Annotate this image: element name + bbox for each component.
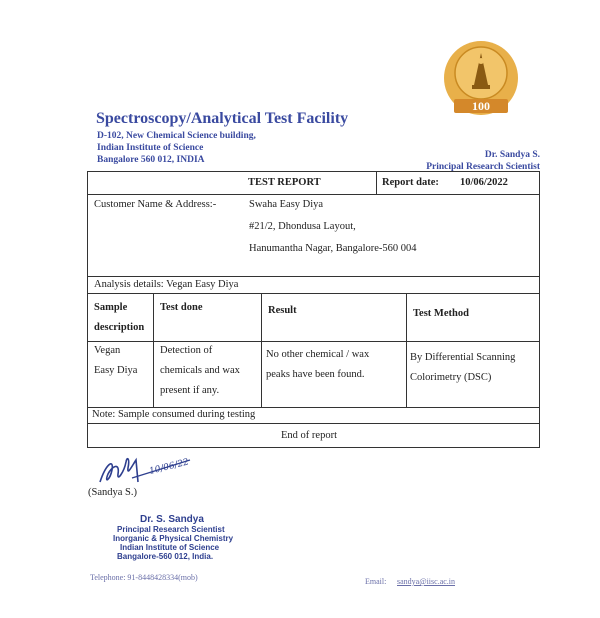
customer-name: Swaha Easy Diya <box>249 199 324 210</box>
logo-100-text: 100 <box>472 99 490 113</box>
stamp-institute: Indian Institute of Science <box>120 543 220 552</box>
signatory-name: Dr. Sandya S. <box>484 150 540 160</box>
signatory-title: Principal Research Scientist <box>426 162 540 172</box>
row-method-1: By Differential Scanning <box>410 352 516 363</box>
note: Note: Sample consumed during testing <box>92 409 256 420</box>
row-sample-2: Easy Diya <box>94 365 138 376</box>
footer-email-label: Email: <box>365 577 387 586</box>
signature-name: (Sandya S.) <box>88 487 137 498</box>
row-result-1: No other chemical / wax <box>266 349 370 360</box>
row-sample-1: Vegan <box>94 345 121 356</box>
footer-email[interactable]: sandya@iisc.ac.in <box>397 577 456 586</box>
analysis-details: Analysis details: Vegan Easy Diya <box>94 279 239 290</box>
stamp-name: Dr. S. Sandya <box>140 514 204 525</box>
test-report-table <box>87 171 540 448</box>
signature-date: 10/06/22 <box>148 457 190 477</box>
stamp-department: Inorganic & Physical Chemistry <box>113 534 234 543</box>
col-header-method: Test Method <box>413 308 469 319</box>
row-test-2: chemicals and wax <box>160 365 240 376</box>
footer-telephone: Telephone: 91-8448428334(mob) <box>90 573 198 582</box>
col-header-sample-2: description <box>94 322 145 333</box>
end-of-report: End of report <box>281 430 337 441</box>
report-date: 10/06/2022 <box>460 177 508 188</box>
report-date-label: Report date: <box>382 177 439 188</box>
address-line-3: Bangalore 560 012, INDIA <box>97 155 205 165</box>
col-header-test-done: Test done <box>160 302 203 313</box>
stamp-city: Bangalore-560 012, India. <box>117 552 214 561</box>
col-header-sample-1: Sample <box>94 302 128 313</box>
row-result-2: peaks have been found. <box>266 369 365 380</box>
facility-title: Spectroscopy/Analytical Test Facility <box>96 110 349 127</box>
handwritten-signature <box>92 452 192 488</box>
address-line-2: Indian Institute of Science <box>97 143 204 153</box>
row-test-1: Detection of <box>160 345 213 356</box>
customer-address-2: Hanumantha Nagar, Bangalore-560 004 <box>249 243 417 254</box>
customer-label: Customer Name & Address:- <box>94 199 217 210</box>
address-line-1: D-102, New Chemical Science building, <box>97 131 256 141</box>
col-header-result: Result <box>268 305 297 316</box>
institute-centenary-logo <box>442 41 520 119</box>
row-method-2: Colorimetry (DSC) <box>410 372 492 383</box>
customer-address-1: #21/2, Dhondusa Layout, <box>249 221 356 232</box>
report-title: TEST REPORT <box>248 177 321 188</box>
row-test-3: present if any. <box>160 385 220 396</box>
stamp-title: Principal Research Scientist <box>117 525 225 534</box>
